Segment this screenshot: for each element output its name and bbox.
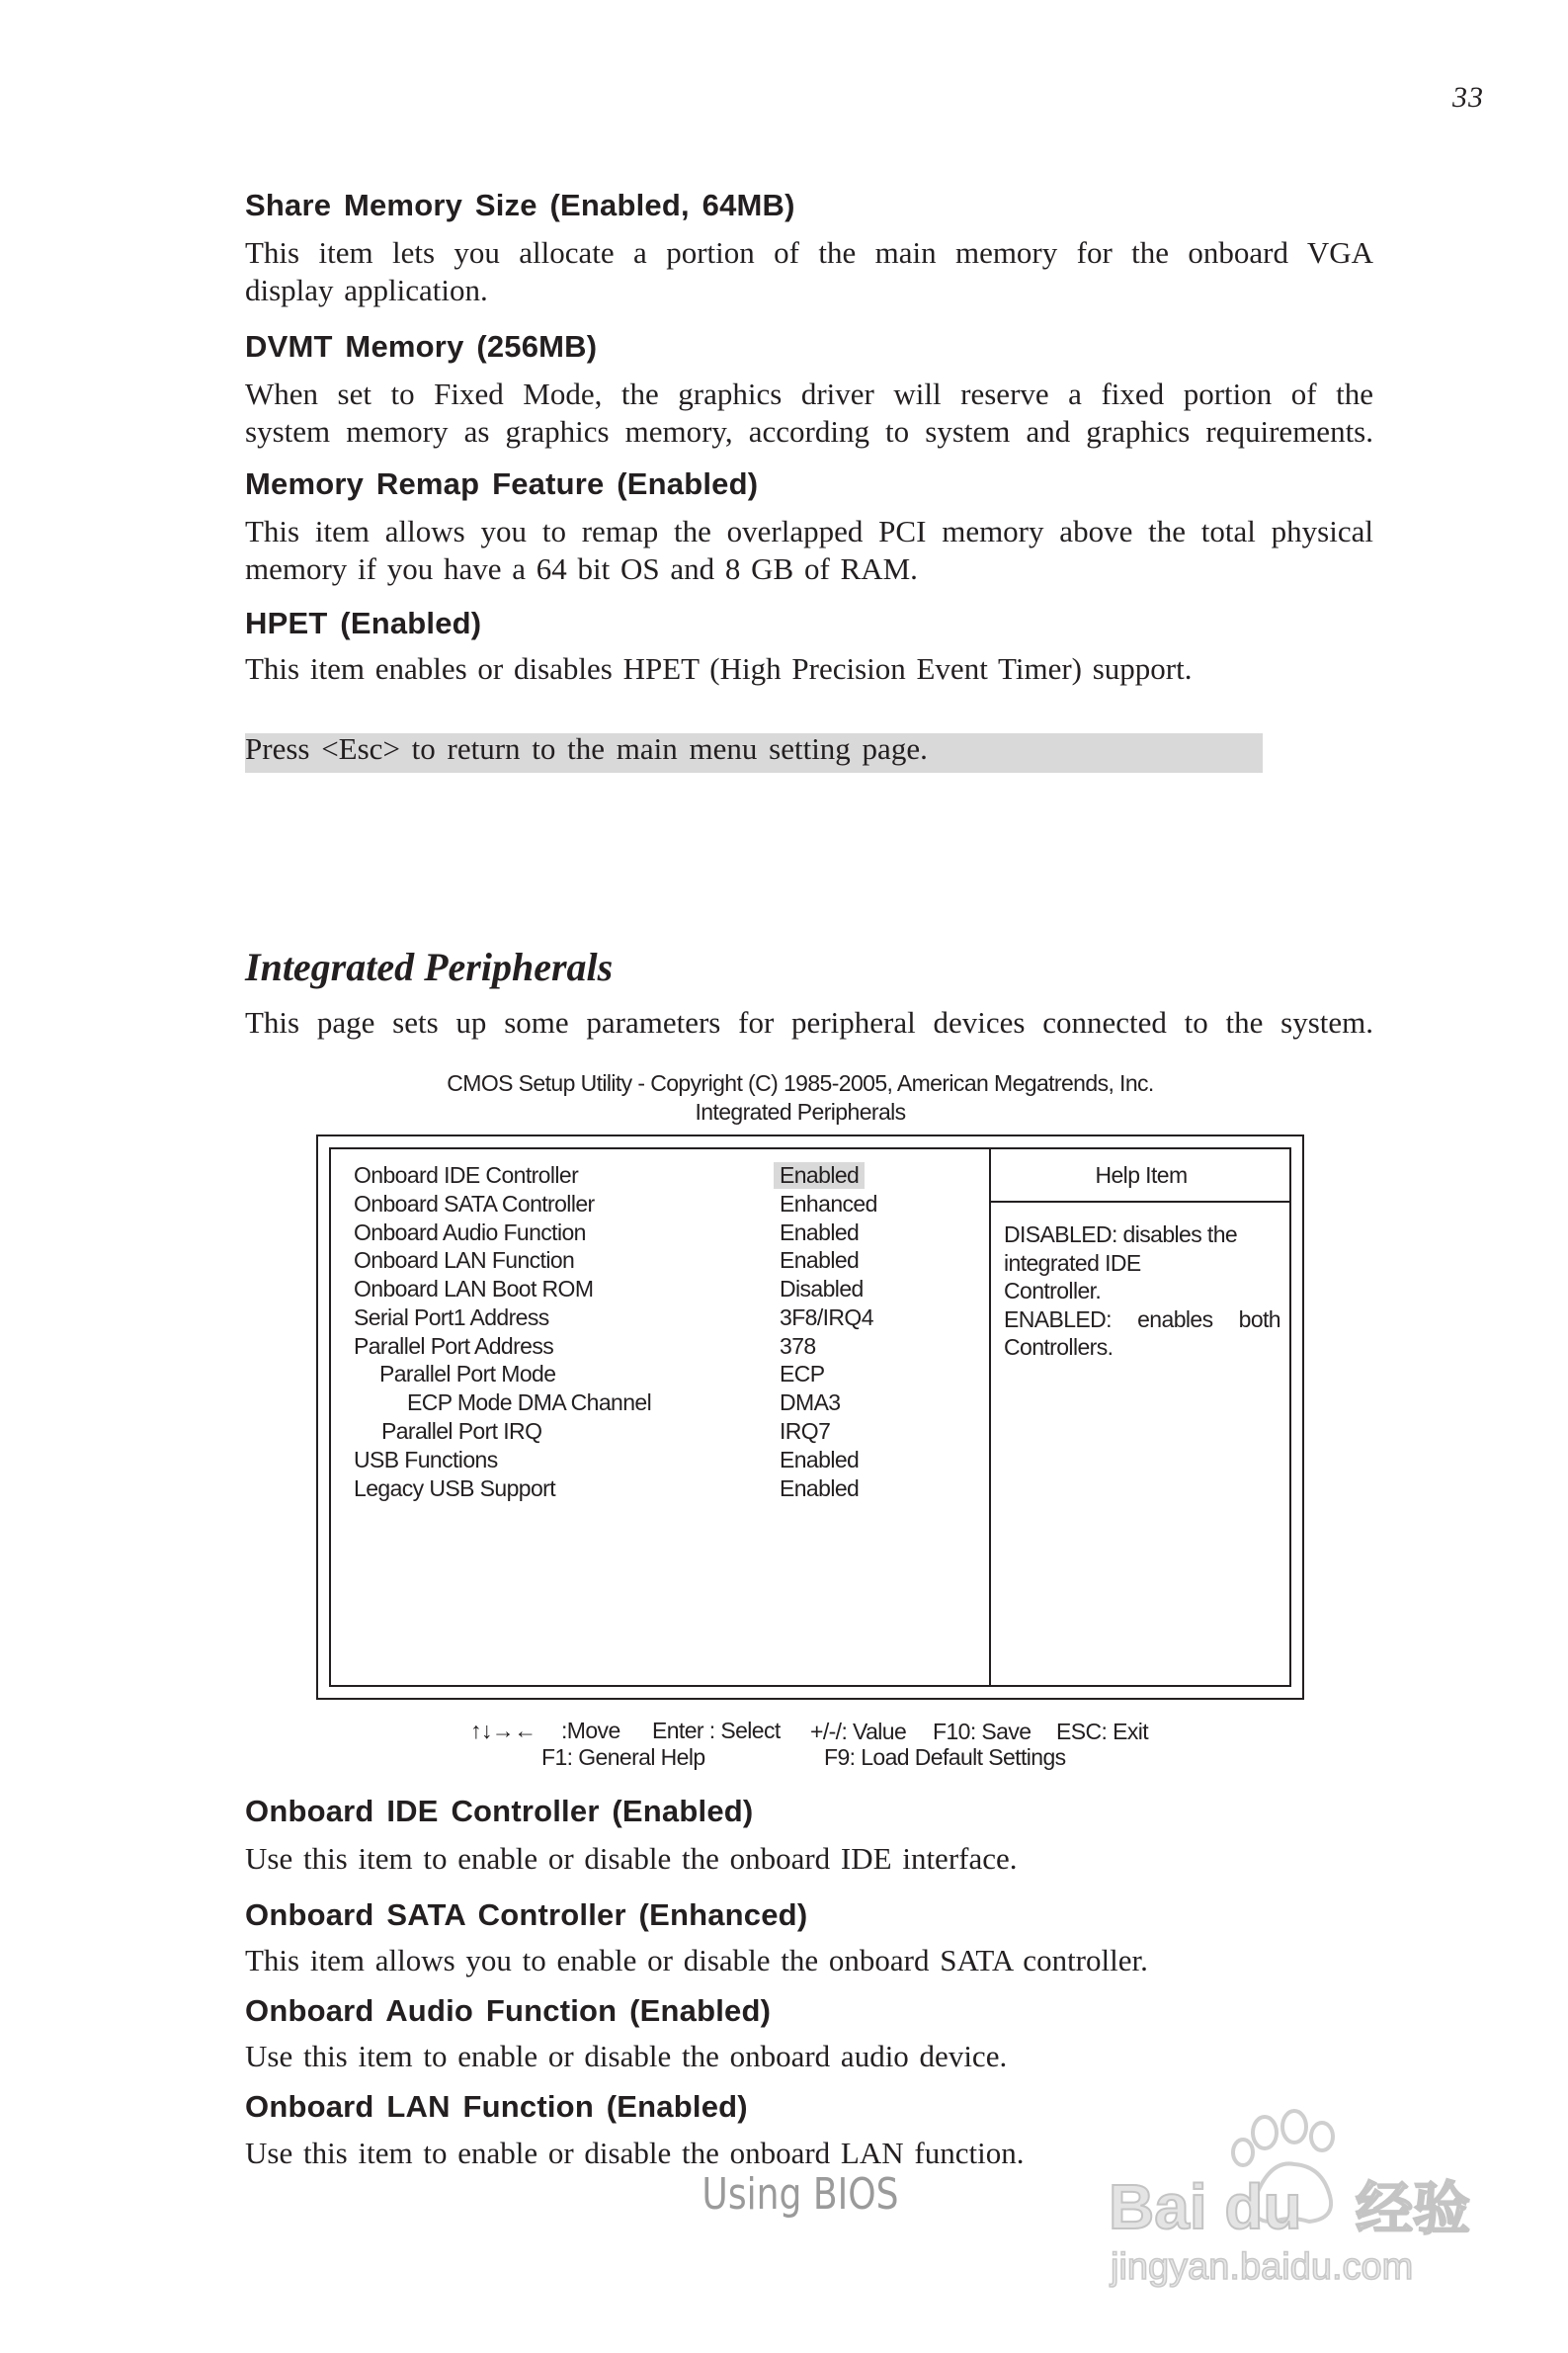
key-hint-load-defaults: F9: Load Default Settings [824,1744,1066,1770]
help-line: Controllers. [1004,1334,1114,1361]
paragraph-line: When set to Fixed Mode, the graphics driver will reserve a fixed portion of the [245,377,1373,411]
bios-item-ecp-mode-dma-channel[interactable]: ECP Mode DMA Channel [407,1389,652,1415]
bios-item-onboard-audio-function[interactable]: Onboard Audio Function [354,1219,586,1245]
paragraph-line: system memory as graphics memory, according to system and graphics requirements. [245,414,1373,449]
paragraph-line: This item enables or disables HPET (High Precision Event Timer) support. [245,651,1193,686]
paragraph-line: memory if you have a 64 bit OS and 8 GB of RAM. [245,551,918,586]
bios-value-parallel-port-irq[interactable]: IRQ7 [780,1418,831,1444]
key-hint-value: +/-/: Value [810,1719,907,1744]
text-memory-remap [245,513,1373,588]
help-line: integrated IDE [1004,1249,1141,1276]
section-hpet [245,606,1373,641]
watermark-brand: Bai du [1109,2171,1302,2242]
key-hint-move: :Move [561,1718,620,1743]
bios-item-parallel-port-address[interactable]: Parallel Port Address [354,1333,554,1359]
text-onboard-sata [245,1942,1373,1979]
bios-value-onboard-lan-boot-rom[interactable]: Disabled [780,1276,864,1302]
heading-dvmt-memory: DVMT Memory (256MB) [245,329,598,364]
note-text: Press <Esc> to return to the main menu setting page. [245,731,928,766]
heading-memory-remap: Memory Remap Feature (Enabled) [245,466,759,501]
paragraph-line: display application. [245,273,488,307]
text-hpet [245,650,1373,688]
help-item-title: Help Item [1095,1162,1188,1188]
section-onboard-sata [245,1897,1373,1933]
bios-value-parallel-port-mode[interactable]: ECP [780,1361,825,1387]
watermark-cn: 经验 [1356,2177,1471,2241]
heading-onboard-lan: Onboard LAN Function (Enabled) [245,2089,748,2124]
text-onboard-audio [245,2038,1373,2075]
help-line: Controller. [1004,1278,1102,1304]
bios-value-onboard-audio-function[interactable]: Enabled [780,1219,860,1245]
help-text [1004,1220,1280,1362]
paragraph-line: This item lets you allocate a portion of the main memory for the onboard VGA [245,235,1373,270]
bios-value-parallel-port-address[interactable]: 378 [780,1333,816,1359]
key-hint-select: Enter : Select [652,1718,781,1743]
bios-value-serial-port1-address[interactable]: 3F8/IRQ4 [780,1304,873,1330]
paragraph-line: Use this item to enable or disable the onboard IDE interface. [245,1841,1018,1876]
bios-value-legacy-usb-support[interactable]: Enabled [780,1475,860,1501]
paragraph-line: Use this item to enable or disable the onboard LAN function. [245,2136,1025,2170]
section-memory-remap [245,466,1373,502]
heading-onboard-audio: Onboard Audio Function (Enabled) [245,1993,772,2028]
heading-share-memory: Share Memory Size (Enabled, 64MB) [245,188,795,222]
section-onboard-ide [245,1794,1373,1829]
heading-onboard-ide: Onboard IDE Controller (Enabled) [245,1794,754,1828]
bios-item-onboard-sata-controller[interactable]: Onboard SATA Controller [354,1191,595,1217]
paragraph-line: This item allows you to remap the overlapped PCI memory above the total physical [245,514,1373,548]
bios-item-onboard-ide-controller[interactable]: Onboard IDE Controller [354,1162,579,1188]
section-intro [245,1004,1373,1042]
section-title: Integrated Peripherals [245,945,614,989]
intro-paragraph: This page sets up some parameters for peripheral devices connected to the system. [245,1005,1373,1040]
bios-item-serial-port1-address[interactable]: Serial Port1 Address [354,1304,549,1330]
heading-onboard-sata: Onboard SATA Controller (Enhanced) [245,1897,808,1932]
arrow-keys-icon: ↑↓→← [470,1718,536,1743]
text-onboard-ide [245,1840,1373,1878]
help-line: ENABLED: enables both [1004,1305,1280,1332]
page-number: 33 [1452,81,1484,114]
bios-item-usb-functions[interactable]: USB Functions [354,1447,498,1472]
baidu-jingyan-watermark-logo [1097,2105,1492,2293]
bios-column-divider [989,1147,991,1687]
key-hint-save: F10: Save [933,1719,1032,1744]
bios-item-onboard-lan-function[interactable]: Onboard LAN Function [354,1247,575,1273]
running-footer: Using BIOS [701,2169,899,2220]
text-share-memory [245,234,1373,309]
heading-hpet: HPET (Enabled) [245,606,482,640]
bios-caption-title: Integrated Peripherals [695,1099,906,1125]
help-line: DISABLED: disables the [1004,1221,1238,1247]
paragraph-line: Use this item to enable or disable the onboard audio device. [245,2039,1008,2073]
bios-caption-copyright: CMOS Setup Utility - Copyright (C) 1985-2005, American Megatrends, Inc. [447,1070,1154,1096]
bios-value-onboard-lan-function[interactable]: Enabled [780,1247,860,1273]
bios-item-parallel-port-irq[interactable]: Parallel Port IRQ [381,1418,542,1444]
bios-value-onboard-sata-controller[interactable]: Enhanced [780,1191,877,1217]
key-hint-exit: ESC: Exit [1056,1719,1149,1744]
key-hint-general-help: F1: General Help [541,1744,705,1770]
bios-value-ecp-mode-dma-channel[interactable]: DMA3 [780,1389,841,1415]
bios-item-legacy-usb-support[interactable]: Legacy USB Support [354,1475,555,1501]
bios-item-onboard-lan-boot-rom[interactable]: Onboard LAN Boot ROM [354,1276,594,1302]
help-title-divider [991,1201,1291,1203]
section-onboard-audio [245,1993,1373,2029]
paragraph-line: This item allows you to enable or disable the onboard SATA controller. [245,1943,1148,1977]
bios-item-parallel-port-mode[interactable]: Parallel Port Mode [379,1361,556,1387]
section-dvmt [245,329,1373,365]
section-share-memory [245,188,1373,223]
bios-value-usb-functions[interactable]: Enabled [780,1447,860,1472]
text-dvmt [245,376,1373,451]
bios-value-onboard-ide-controller[interactable]: Enabled [774,1162,865,1189]
watermark-url: jingyan.baidu.com [1111,2246,1414,2288]
